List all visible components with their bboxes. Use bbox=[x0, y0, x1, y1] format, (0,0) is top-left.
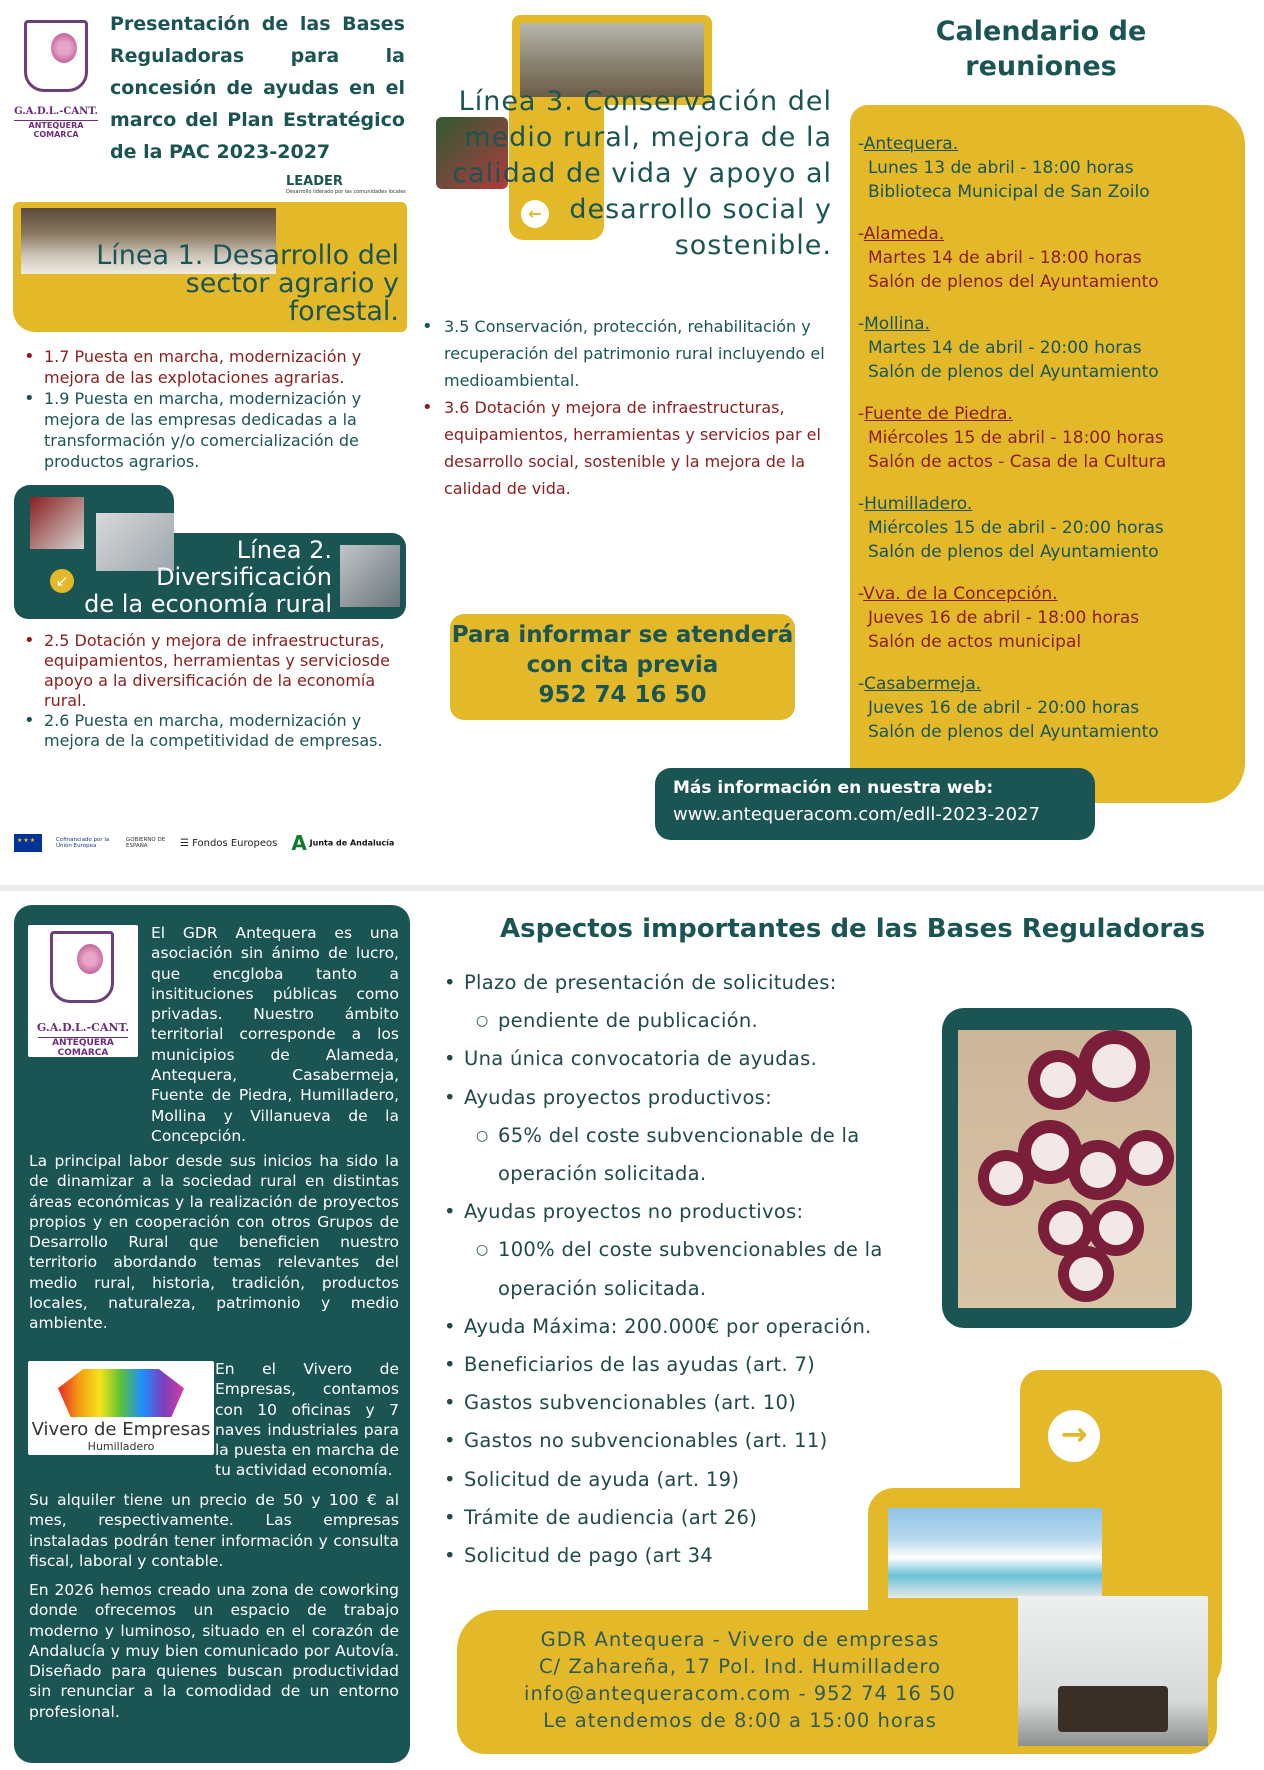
about-main: La principal labor desde sus inicios ha sido la de dinamizar a la sociedad rural en distintas áreas económicas y la realización de proyectos propios y en cooperación con otros Grupos de Desarrollo Rural que beneficien nuestro territorio abordando temas relevantes del medio rural, historia, tradición, productos locales, naturaleza, patrimonio y medio ambiente. bbox=[29, 1152, 399, 1333]
logo-name: G.A.D.L.-CANT. bbox=[14, 106, 98, 117]
gadl-logo bbox=[28, 925, 138, 1057]
eu-label: Cofinanciado por la Unión Europea bbox=[56, 837, 110, 849]
linea3-list bbox=[422, 313, 832, 502]
calendar-list bbox=[858, 132, 1238, 762]
calendar-entry: -Fuente de Piedra. Miércoles 15 de abril - 18:00 horas Salón de actos - Casa de la Cultura bbox=[858, 402, 1238, 474]
about-rent: Su alquiler tiene un precio de 50 y 100 € al mes, respectivamente. Las empresas instaladas podrán tener información y consulta fiscal, laboral y contable. bbox=[29, 1491, 399, 1570]
gadl-logo bbox=[14, 14, 98, 139]
leader-label: LEADER bbox=[286, 174, 343, 189]
calendar-place: Fuente de Piedra. bbox=[864, 404, 1013, 424]
aspect-subitem: ○ 100% del coste subvencionables de la bbox=[444, 1231, 914, 1269]
appointment-phone: 952 74 16 50 bbox=[538, 682, 707, 708]
rainbow-building-icon bbox=[58, 1369, 184, 1417]
junta-a-icon: A bbox=[291, 830, 307, 855]
linea3-item: • 3.6 Dotación y mejora de infraestructuras, equipamientos, herramientas y servicios par el desarrollo social, sostenible y la mejora de la calidad de vida. bbox=[422, 394, 832, 502]
aspect-item: • Gastos no subvencionables (art. 11) bbox=[444, 1422, 914, 1460]
linea1-title-text: Línea 1. Desarrollo del sector agrario y forestal. bbox=[96, 240, 399, 327]
calendar-entry: -Antequera. Lunes 13 de abril - 18:00 horas Biblioteca Municipal de San Zoilo bbox=[858, 132, 1238, 204]
calendar-date: Miércoles 15 de abril - 18:00 horas bbox=[868, 428, 1164, 448]
aspect-item: • Beneficiarios de las ayudas (art. 7) bbox=[444, 1346, 914, 1384]
calendar-date: Miércoles 15 de abril - 20:00 horas bbox=[868, 518, 1164, 538]
linea2-title-line: Línea 2. bbox=[236, 536, 332, 564]
calendar-date: Jueves 16 de abril - 18:00 horas bbox=[868, 608, 1140, 628]
castle-logo-icon bbox=[24, 20, 88, 92]
calendar-place: Casabermeja. bbox=[864, 674, 982, 694]
linea2-photo bbox=[340, 545, 400, 607]
calendar-place: Mollina. bbox=[864, 314, 930, 334]
calendar-venue: Salón de actos municipal bbox=[868, 632, 1082, 652]
calendar-date: Martes 14 de abril - 20:00 horas bbox=[868, 338, 1142, 358]
linea2-title-line: de la economía rural bbox=[84, 590, 332, 618]
aspects-list bbox=[444, 964, 914, 1575]
linea2-item: • 2.6 Puesta en marcha, modernización y mejora de la competitividad de empresas. bbox=[22, 711, 407, 751]
aspect-subitem: ○ 65% del coste subvencionable de la bbox=[444, 1117, 914, 1155]
aspect-item: • Una única convocatoria de ayudas. bbox=[444, 1040, 914, 1078]
aspect-item: • Solicitud de pago (art 34 bbox=[444, 1537, 914, 1575]
calendar-venue: Salón de actos - Casa de la Cultura bbox=[868, 452, 1167, 472]
pool-photo bbox=[888, 1508, 1102, 1598]
calendar-entry: -Vva. de la Concepción. Jueves 16 de abril - 18:00 horas Salón de actos municipal bbox=[858, 582, 1238, 654]
linea3-title-text: Línea 3. Conservación del medio rural, mejora de la calidad de vida y apoyo al desarrollo social y sostenible. bbox=[452, 86, 832, 261]
calendar-venue: Biblioteca Municipal de San Zoilo bbox=[868, 182, 1150, 202]
grape-circle bbox=[978, 1150, 1034, 1206]
aspect-item: • Ayudas proyectos productivos: bbox=[444, 1079, 914, 1117]
arrow-down-left-icon: ↙ bbox=[50, 569, 74, 593]
linea1-item: • 1.7 Puesta en marcha, modernización y mejora de las explotaciones agrarias. bbox=[22, 346, 407, 388]
aspect-subitem-cont: operación solicitada. bbox=[498, 1276, 707, 1300]
web-heading: Más información en nuestra web: bbox=[673, 778, 994, 798]
contact-email-phone[interactable]: info@antequeracom.com - 952 74 16 50 bbox=[524, 1682, 956, 1705]
calendar-venue: Salón de plenos del Ayuntamiento bbox=[868, 722, 1159, 742]
aspect-item: • Plazo de presentación de solicitudes: bbox=[444, 964, 914, 1002]
calendar-place: Humilladero. bbox=[864, 494, 973, 514]
calendar-title: Calendario de reuniones bbox=[935, 16, 1147, 82]
aspect-item: • Trámite de audiencia (art 26) bbox=[444, 1499, 914, 1537]
page-title: Presentación de las Bases Reguladoras para la concesión de ayudas en el marco del Plan Estratégico de la PAC 2023-2027 bbox=[110, 13, 405, 163]
contact-address: C/ Zahareña, 17 Pol. Ind. Humilladero bbox=[538, 1655, 942, 1678]
funders-logos bbox=[14, 828, 409, 858]
calendar-entry: -Mollina. Martes 14 de abril - 20:00 horas Salón de plenos del Ayuntamiento bbox=[858, 312, 1238, 384]
linea3-title bbox=[412, 84, 832, 264]
leader-sub: Desarrollo liderado por las comunidades locales bbox=[286, 189, 406, 195]
junta-logo bbox=[291, 830, 395, 855]
aspect-item: • Gastos subvencionables (art. 10) bbox=[444, 1384, 914, 1422]
vivero-logo-place: Humilladero bbox=[87, 1440, 155, 1453]
calendar-place: Alameda. bbox=[863, 224, 945, 244]
calendar-date: Lunes 13 de abril - 18:00 horas bbox=[868, 158, 1134, 178]
coworking-photo bbox=[1018, 1596, 1208, 1746]
calendar-place: Vva. de la Concepción. bbox=[863, 584, 1058, 604]
vivero-logo bbox=[28, 1361, 214, 1455]
gobierno-label: GOBIERNO DE ESPAÑA bbox=[126, 837, 166, 849]
contact-line: GDR Antequera - Vivero de empresas bbox=[540, 1628, 940, 1651]
grape-exhibit-photo bbox=[958, 1030, 1176, 1308]
calendar-place: Antequera. bbox=[863, 134, 959, 154]
appointment-line: con cita previa bbox=[526, 652, 719, 678]
calendar-date: Martes 14 de abril - 18:00 horas bbox=[868, 248, 1142, 268]
linea1-banner bbox=[13, 202, 407, 332]
grape-circle bbox=[1058, 1246, 1114, 1302]
calendar-entry: -Casabermeja. Jueves 16 de abril - 20:00 horas Salón de plenos del Ayuntamiento bbox=[858, 672, 1238, 744]
fondos-text: Fondos Europeos bbox=[192, 837, 278, 849]
aspect-subitem-cont: operación solicitada. bbox=[498, 1162, 707, 1186]
logo-name: G.A.D.L.-CANT. bbox=[36, 1021, 130, 1034]
linea2-list bbox=[22, 631, 407, 751]
arrow-right-icon: → bbox=[1048, 1410, 1100, 1462]
calendar-venue: Salón de plenos del Ayuntamiento bbox=[868, 542, 1159, 562]
calendar-date: Jueves 16 de abril - 20:00 horas bbox=[868, 698, 1140, 718]
linea2-photo bbox=[30, 497, 84, 549]
grape-circle bbox=[1078, 1030, 1150, 1102]
logo-subtitle: ANTEQUERA COMARCA bbox=[38, 1037, 128, 1058]
linea2-title bbox=[84, 537, 332, 618]
web-url-link[interactable]: www.antequeracom.com/edll-2023-2027 bbox=[673, 804, 1040, 825]
linea1-title bbox=[79, 242, 399, 326]
eu-flag-icon bbox=[14, 834, 42, 852]
aspect-item: • Ayudas proyectos no productivos: bbox=[444, 1193, 914, 1231]
calendar-entry: -Humilladero. Miércoles 15 de abril - 20:00 horas Salón de plenos del Ayuntamiento bbox=[858, 492, 1238, 564]
linea1-item: • 1.9 Puesta en marcha, modernización y mejora de las empresas dedicadas a la transformación y/o comercialización de productos agrarios. bbox=[22, 388, 407, 472]
aspect-item: • Ayuda Máxima: 200.000€ por operación. bbox=[444, 1308, 914, 1346]
arrow-left-icon: ← bbox=[521, 200, 549, 228]
logo-subtitle: ANTEQUERA COMARCA bbox=[14, 120, 98, 139]
about-cowork: En 2026 hemos creado una zona de coworking donde ofrecemos un espacio de trabajo moderno y luminoso, situado en el corazón de Andalucía y muy bien comunicado por Autovía. Diseñado para quienes buscan productividad sin renunciar a la comodidad de un entorno profesional. bbox=[29, 1581, 399, 1721]
contact-hours: Le atendemos de 8:00 a 15:00 horas bbox=[543, 1709, 937, 1732]
linea3-item: • 3.5 Conservación, protección, rehabilitación y recuperación del patrimonio rural incluyendo el medioambiental. bbox=[422, 313, 832, 394]
leader-badge bbox=[286, 174, 406, 195]
page-divider bbox=[0, 885, 1264, 891]
appointment-box bbox=[450, 614, 795, 720]
about-vivero: En el Vivero de Empresas, contamos con 10 oficinas y 7 naves industriales para la puesta en marcha de tu actividad economía. bbox=[215, 1360, 399, 1480]
linea1-list bbox=[22, 346, 407, 472]
contact-text bbox=[460, 1626, 1020, 1734]
linea2-banner bbox=[14, 485, 406, 620]
calendar-venue: Salón de plenos del Ayuntamiento bbox=[868, 362, 1159, 382]
grape-circle bbox=[1118, 1130, 1174, 1186]
calendar-venue: Salón de plenos del Ayuntamiento bbox=[868, 272, 1159, 292]
vivero-logo-name: Vivero de Empresas bbox=[31, 1419, 211, 1440]
aspect-item: • Solicitud de ayuda (art. 19) bbox=[444, 1461, 914, 1499]
linea2-title-line: Diversificación bbox=[156, 563, 332, 591]
linea2-item: • 2.5 Dotación y mejora de infraestructuras, equipamientos, herramientas y serviciosde apoyo a la diversificación de la economía rural. bbox=[22, 631, 407, 711]
about-intro: El GDR Antequera es una asociación sin ánimo de lucro, que encgloba tanto a insitituciones públicas como privadas. Nuestro ámbito territorial corresponde a los municipios de Alameda, Antequera, Casabermeja, Fuente de Piedra, Humilladero, Mollina y Villanueva de la Concepción. bbox=[151, 924, 399, 1145]
junta-text: Junta de Andalucía bbox=[309, 838, 395, 848]
aspects-title: Aspectos importantes de las Bases Reguladoras bbox=[500, 914, 1206, 944]
calendar-entry: -Alameda. Martes 14 de abril - 18:00 horas Salón de plenos del Ayuntamiento bbox=[858, 222, 1238, 294]
castle-logo-icon bbox=[50, 931, 114, 1003]
about-card bbox=[14, 905, 410, 1763]
web-box bbox=[655, 768, 1095, 840]
fondos-europeos-label: ☰ Fondos Europeos bbox=[180, 837, 278, 849]
appointment-line: Para informar se atenderá bbox=[451, 622, 794, 648]
aspect-subitem: ○ pendiente de publicación. bbox=[444, 1002, 914, 1040]
